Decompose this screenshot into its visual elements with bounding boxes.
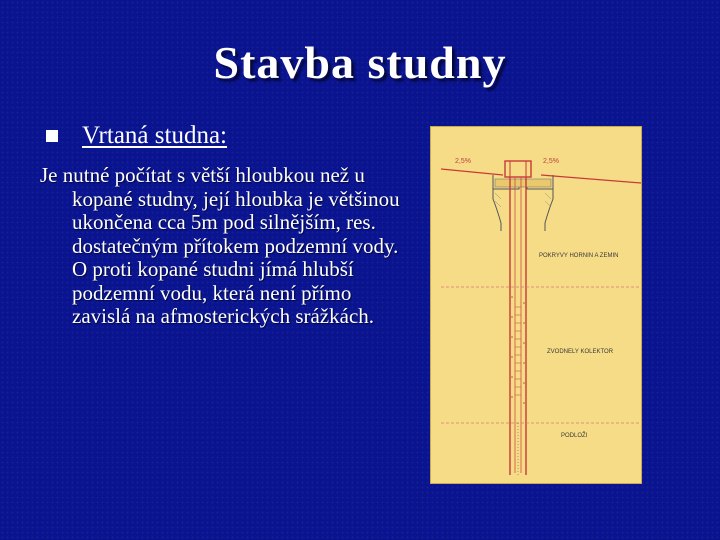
bullet-text: Vrtaná studna: [82,122,227,149]
slope-label-left: 2,5% [455,158,471,165]
layer-label-cover: POKRYVY HORNIN A ZEMIN [539,253,619,259]
ground-line-left [441,169,503,175]
slope-label-right: 2,5% [543,158,559,165]
well-drawing [431,127,641,483]
layer-label-bedrock: PODLOŽI [561,433,588,439]
ground-line-right [541,175,641,183]
layer-label-aquifer: ZVODNELY KOLEKTOR [547,349,614,355]
well-cap [505,161,531,177]
body-paragraph: Je nutné počítat s větší hloubkou než u kopané studny, její hloubka je většinou ukončena cca 5m pod silnějším, res. dostatečným přítokem podzemní vody. O proti kopané studni jímá hlubší podzemní vodu, která není přímo zavislá na afmosterických srážkách. [40,163,400,328]
bullet-item [46,122,227,150]
square-bullet-icon [46,130,58,142]
well-cross-section-diagram [430,126,642,484]
slide-title: Stavba studny [213,37,507,88]
collar-slab [495,179,551,187]
